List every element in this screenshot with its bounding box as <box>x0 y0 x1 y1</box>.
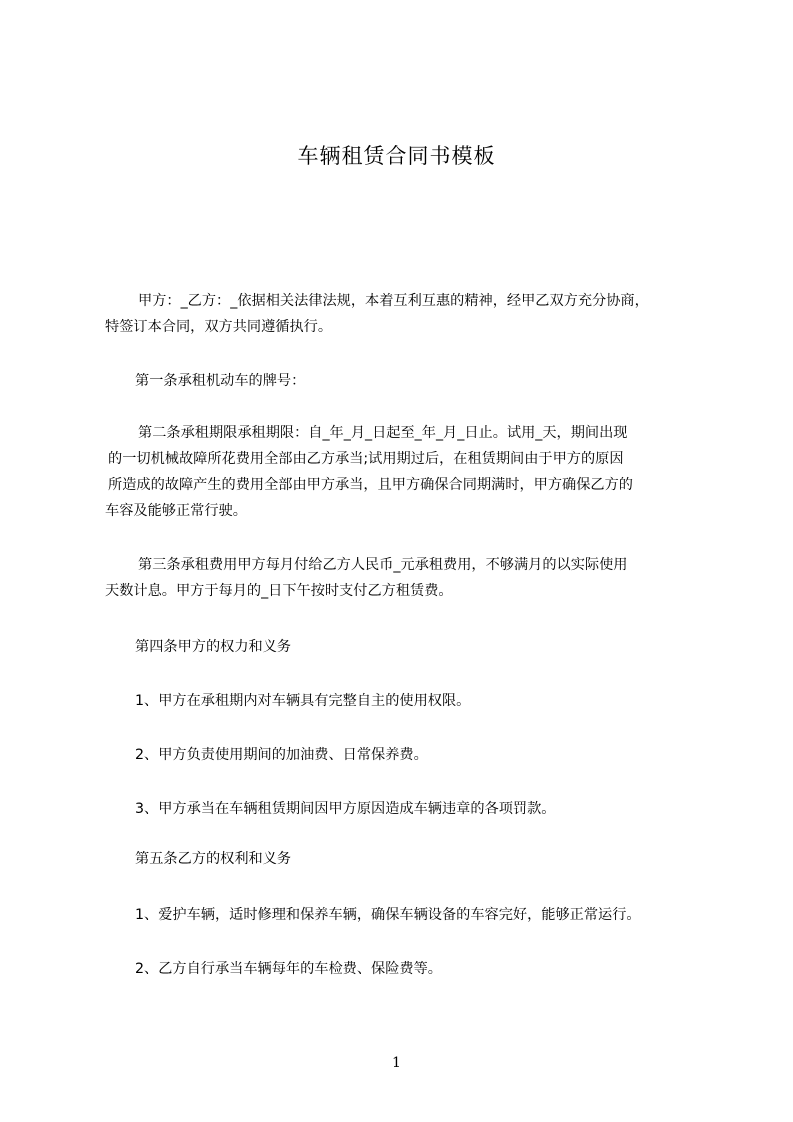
paragraph-article-4-item-1 <box>105 688 705 714</box>
paragraph-line: 第二条承租期限承租期限：自_年_月_日起至_年_月_日止。试用_天，期间出现 <box>138 425 628 441</box>
paragraph-article-2 <box>105 420 705 524</box>
paragraph-line: 2、乙方自行承当车辆每年的车检费、保险费等。 <box>135 961 442 977</box>
paragraph-line: 特签订本合同，双方共同遵循执行。 <box>105 319 333 335</box>
paragraph-article-3 <box>105 552 705 604</box>
paragraph-line: 甲方：_乙方：_依据相关法律法规，本着互利互惠的精神，经甲乙双方充分协商， <box>138 293 649 309</box>
paragraph-article-4 <box>105 634 705 660</box>
document-title: 车辆租赁合同书模板 <box>297 144 496 168</box>
paragraph-article-5-item-2 <box>105 956 705 982</box>
paragraph-line: 第三条承租费用甲方每月付给乙方人民币_元承租费用，不够满月的以实际使用 <box>138 557 628 573</box>
paragraph-line: 所造成的故障产生的费用全部由甲方承当，且甲方确保合同期满时，甲方确保乙方的 <box>108 477 633 493</box>
paragraph-line: 1、甲方在承租期内对车辆具有完整自主的使用权限。 <box>135 693 471 709</box>
paragraph-article-5-item-1 <box>105 902 705 928</box>
paragraph-line: 1、爱护车辆，适时修理和保养车辆，确保车辆设备的车容完好，能够正常运行。 <box>135 907 641 923</box>
paragraph-line: 第四条甲方的权力和义务 <box>135 639 292 655</box>
paragraph-line: 3、甲方承当在车辆租赁期间因甲方原因造成车辆违章的各项罚款。 <box>135 801 556 817</box>
paragraph-article-4-item-2 <box>105 742 705 768</box>
page-number: 1 <box>392 1055 401 1071</box>
paragraph-article-4-item-3 <box>105 796 705 822</box>
paragraph-line: 天数计息。甲方于每月的_日下午按时支付乙方租赁费。 <box>105 583 453 599</box>
paragraph-parties <box>105 288 705 340</box>
paragraph-line: 2、甲方负责使用期间的加油费、日常保养费。 <box>135 747 428 763</box>
paragraph-line: 的一切机械故障所花费用全部由乙方承当;试用期过后，在租赁期间由于甲方的原因 <box>108 451 624 467</box>
paragraph-article-5 <box>105 846 705 872</box>
paragraph-line: 第一条承租机动车的牌号： <box>135 373 306 389</box>
paragraph-line: 车容及能够正常行驶。 <box>105 503 247 519</box>
paragraph-article-1 <box>105 368 705 394</box>
paragraph-line: 第五条乙方的权利和义务 <box>135 851 292 867</box>
